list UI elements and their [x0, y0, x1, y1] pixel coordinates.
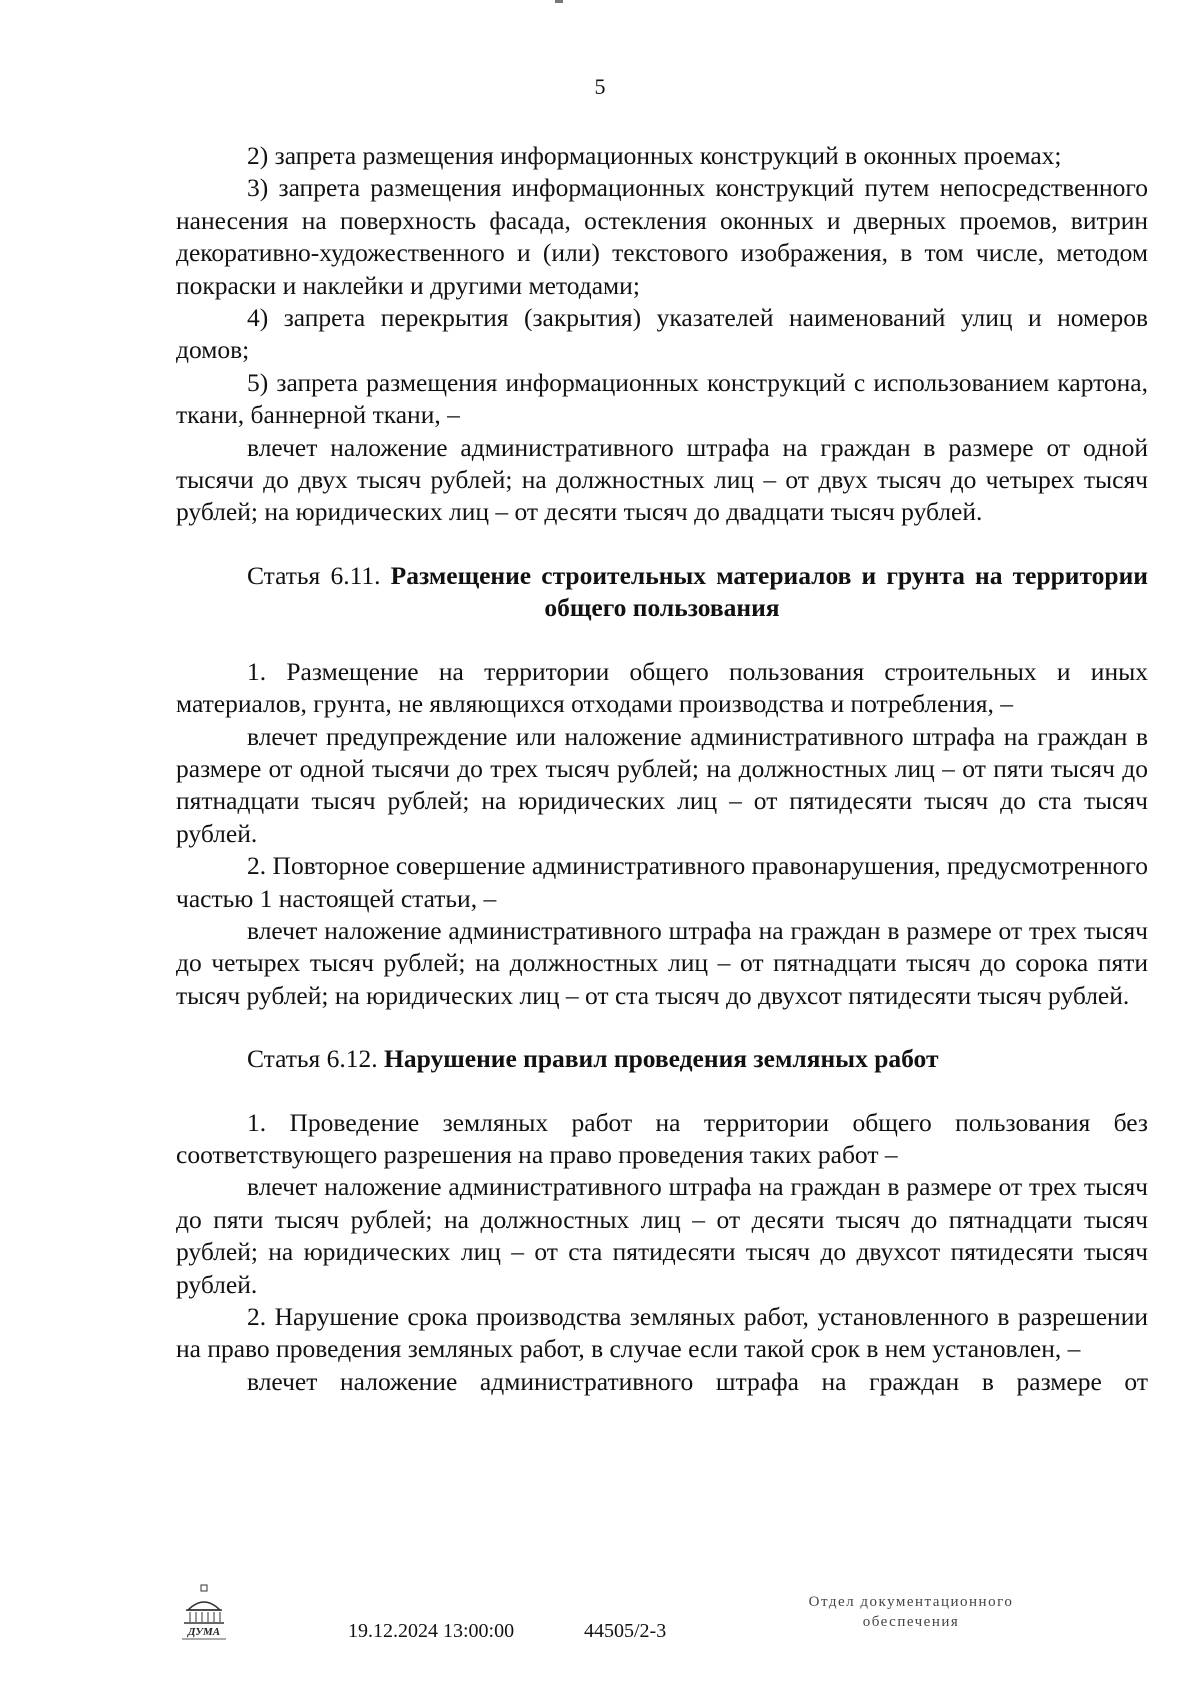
article-title: Нарушение правил проведения земляных работ	[384, 1044, 939, 1074]
paragraph: 2) запрета размещения информационных конструкций в оконных проемах;	[247, 141, 1062, 170]
footer-date: 19.12.2024 13:00:00	[348, 1620, 515, 1642]
stamp-line: обеспечения	[862, 1614, 960, 1630]
article-heading-6-12	[176, 1043, 1148, 1075]
paragraph: влечет наложение административного штрафа на граждан в размере от одной тысячи до двух тысяч рублей; на должностных лиц – от двух тысяч до четырех тысяч рублей; на юридических лиц – от десяти тысяч до двадцати тысяч рублей.	[176, 432, 1148, 527]
page-number: 5	[594, 74, 606, 99]
department-stamp	[766, 1592, 1056, 1632]
paragraph: 3) запрета размещения информационных конструкций путем непосредственного нанесения на поверхность фасада, остекления оконных и дверных проемов, витрин декоративно-художественного и (или) текстового изображения, в том числе, методом покраски и наклейки и другими методами;	[176, 173, 1148, 300]
paragraph: влечет наложение административного штрафа на граждан в размере от	[247, 1366, 1148, 1396]
paragraph: 1. Проведение земляных работ на территории общего пользования без соответствующего разрешения на право проведения таких работ –	[176, 1107, 1148, 1169]
stamp-line: Отдел документационного	[808, 1594, 1014, 1610]
paragraph: 2. Повторное совершение административного правонарушения, предусмотренного частью 1 настоящей статьи, –	[176, 851, 1148, 913]
paragraph: 5) запрета размещения информационных конструкций с использованием картона, ткани, баннерной ткани, –	[176, 367, 1148, 430]
article-number: Статья 6.12.	[247, 1044, 385, 1074]
article-number: Статья 6.11.	[247, 560, 391, 590]
page-footer	[0, 1580, 1200, 1670]
paragraph: 4) запрета перекрытия (закрытия) указателей наименований улиц и номеров домов;	[176, 303, 1148, 365]
paragraph: влечет наложение административного штрафа на граждан в размере от трех тысяч до четырех тысяч рублей; на должностных лиц – от пятнадцати тысяч до сорока пяти тысяч рублей; на юридических лиц – от ста тысяч до двухсот пятидесяти тысяч рублей.	[176, 915, 1148, 1010]
article-heading-6-11	[176, 560, 1148, 625]
footer-document-code: 44505/2-3	[584, 1620, 667, 1642]
paragraph: 1. Размещение на территории общего пользования строительных и иных материалов, грунта, не являющихся отходами производства и потребления, –	[176, 656, 1148, 719]
document-body	[176, 140, 1148, 1398]
scan-mark	[555, 0, 563, 3]
paragraph: 2. Нарушение срока производства земляных работ, установленного в разрешении на право проведения земляных работ, в случае если такой срок в нем установлен, –	[176, 1302, 1148, 1364]
paragraph: влечет наложение административного штрафа на граждан в размере от трех тысяч до пяти тысяч рублей; на должностных лиц – от десяти тысяч до пятнадцати тысяч рублей; на юридических лиц – от ста пятидесяти тысяч до двухсот пятидесяти тысяч рублей.	[176, 1172, 1148, 1299]
duma-logo-icon	[178, 1584, 230, 1644]
paragraph: влечет предупреждение или наложение административного штрафа на граждан в размере от одной тысячи до трех тысяч рублей; на должностных лиц – от пяти тысяч до пятнадцати тысяч рублей; на юридических лиц – от пятидесяти тысяч до ста тысяч рублей.	[176, 721, 1148, 848]
svg-text:ДУМА: ДУМА	[187, 1626, 221, 1638]
article-title: Размещение строительных материалов и грунта на территории общего пользования	[390, 560, 1149, 623]
